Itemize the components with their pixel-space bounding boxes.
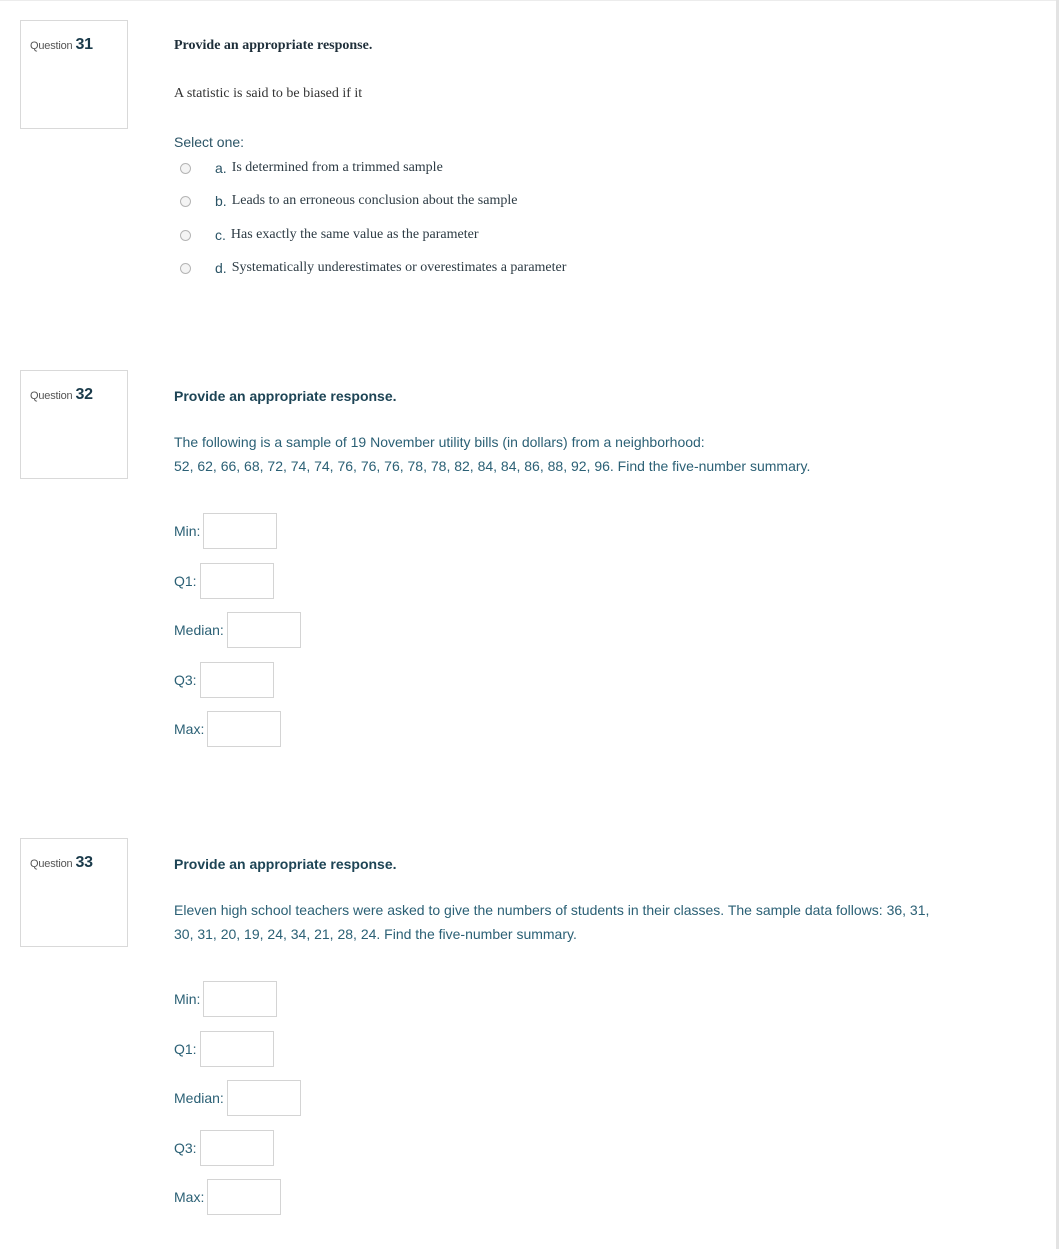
select-one-label: Select one: (174, 134, 245, 150)
question-info-box (20, 370, 128, 479)
question-info-box (20, 838, 128, 947)
median-input[interactable] (227, 1080, 301, 1116)
question-text-line: The following is a sample of 19 November utility bills (in dollars) from a neighborhood: (174, 434, 705, 450)
min-label: Min: (174, 523, 201, 539)
min-field (174, 513, 277, 549)
max-input[interactable] (207, 1179, 281, 1215)
option-text: Leads to an erroneous conclusion about the sample (231, 193, 518, 208)
q1-input[interactable] (200, 563, 274, 599)
question-prompt: Provide an appropriate response. (174, 388, 397, 404)
q1-field (174, 1031, 274, 1067)
q3-label: Q3: (174, 672, 197, 688)
question-number: 32 (75, 386, 93, 403)
median-field (174, 612, 301, 648)
answer-option-c[interactable] (180, 225, 479, 245)
median-input[interactable] (227, 612, 301, 648)
question-text: A statistic is said to be biased if it (174, 86, 363, 101)
question-text-line: 52, 62, 66, 68, 72, 74, 74, 76, 76, 76, 78, 78, 82, 84, 84, 86, 88, 92, 96. Find the five-number summary. (174, 458, 811, 474)
radio-button[interactable] (180, 196, 191, 207)
top-border (0, 0, 1059, 1)
question-text (174, 898, 1019, 946)
radio-button[interactable] (180, 230, 191, 241)
min-label: Min: (174, 991, 201, 1007)
option-letter: d. (215, 260, 227, 276)
question-text-line: Eleven high school teachers were asked to give the numbers of students in their classes. The sample data follows: 36, 31, (174, 902, 930, 918)
answer-option-a[interactable] (180, 158, 443, 178)
question-text (174, 430, 1019, 478)
question-number-label (30, 854, 93, 872)
radio-button[interactable] (180, 163, 191, 174)
question-number: 33 (75, 854, 93, 871)
answer-option-d[interactable] (180, 258, 566, 278)
q3-input[interactable] (200, 662, 274, 698)
question-number: 31 (75, 36, 93, 53)
option-text: Systematically underestimates or overestimates a parameter (231, 260, 567, 275)
q3-input[interactable] (200, 1130, 274, 1166)
question-number-label (30, 36, 93, 54)
max-field (174, 1179, 281, 1215)
option-letter: c. (215, 227, 226, 243)
q3-label: Q3: (174, 1140, 197, 1156)
answer-option-b[interactable] (180, 191, 517, 211)
question-prompt: Provide an appropriate response. (174, 856, 397, 872)
option-text: Has exactly the same value as the parameter (230, 227, 479, 242)
max-field (174, 711, 281, 747)
min-input[interactable] (203, 981, 277, 1017)
option-letter: a. (215, 160, 227, 176)
question-number-label (30, 386, 93, 404)
min-input[interactable] (203, 513, 277, 549)
question-label-text: Question (30, 390, 73, 402)
question-info-box (20, 20, 128, 129)
q1-label: Q1: (174, 1041, 197, 1057)
q3-field (174, 1130, 274, 1166)
max-label: Max: (174, 1189, 205, 1205)
question-text-line: 30, 31, 20, 19, 24, 34, 21, 28, 24. Find the five-number summary. (174, 926, 577, 942)
q3-field (174, 662, 274, 698)
max-label: Max: (174, 721, 205, 737)
question-label-text: Question (30, 40, 73, 52)
option-text: Is determined from a trimmed sample (231, 160, 443, 175)
q1-label: Q1: (174, 573, 197, 589)
option-letter: b. (215, 193, 227, 209)
question-label-text: Question (30, 858, 73, 870)
median-label: Median: (174, 622, 224, 638)
q1-input[interactable] (200, 1031, 274, 1067)
q1-field (174, 563, 274, 599)
radio-button[interactable] (180, 263, 191, 274)
question-prompt: Provide an appropriate response. (174, 38, 373, 53)
max-input[interactable] (207, 711, 281, 747)
min-field (174, 981, 277, 1017)
median-label: Median: (174, 1090, 224, 1106)
median-field (174, 1080, 301, 1116)
